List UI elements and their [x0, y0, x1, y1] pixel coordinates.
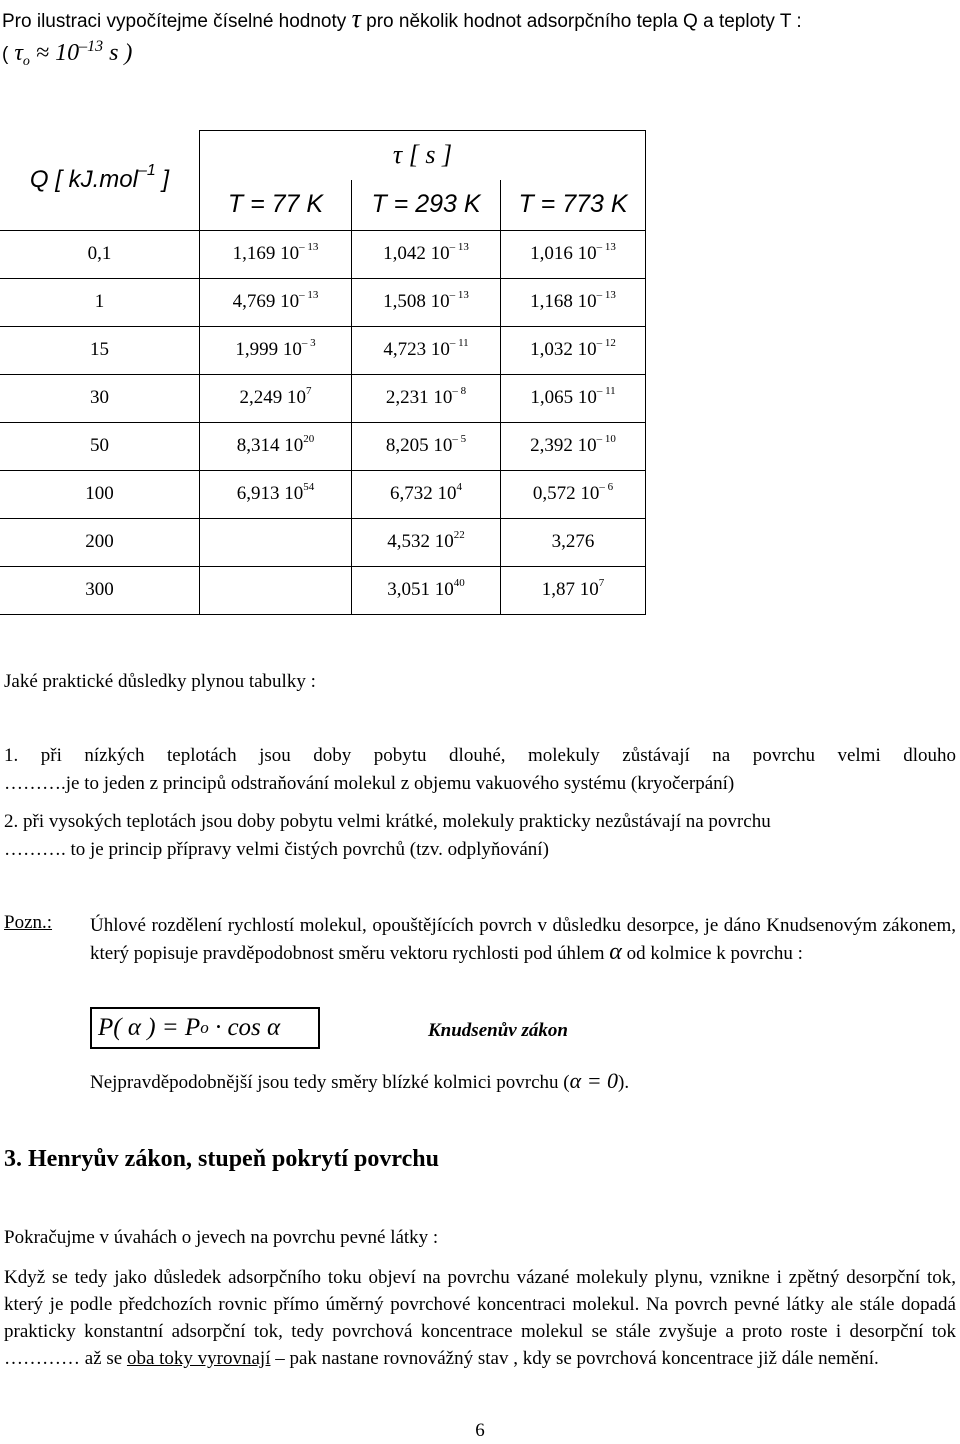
tau-value-cell: 2,249 $10^7$ — [200, 374, 352, 422]
q-value-cell: 200 — [0, 518, 200, 566]
section-intro: Pokračujme v úvahách o jevech na povrchu pevné látky : — [4, 1227, 439, 1248]
section-paragraph: Když se tedy jako důsledek adsorpčního toku objeví na povrchu vázané molekuly plynu, vznikne i zpětný desorpční tok, který je podle předchozích rovnic přímo úměrný povrchové koncentraci molekul. Na povrch pevné látky ale stále dopadá prakticky konstantní adsorpční tok, tedy povrchová koncentrace molekul se stále zvyšuje a proto roste i desorpční tok ………… až se oba toky vyrovnají – pak nastane rovnovážný stav , kdy se povrchová koncentrace již dále nemění. — [4, 1267, 956, 1369]
tau-value-cell: 4,532 $10^{22}$ — [352, 518, 501, 566]
consequence-item-1: 1. při nízkých teplotách jsou doby pobytu dlouhé, molekuly zůstávají na povrchu velmi dlouho ……….je to jeden z principů odstraňování molekul z objemu vakuového systému (kryočerpání) — [4, 745, 956, 794]
tau-value-cell: 1,169 $10^{- 13}$ — [200, 230, 352, 278]
q-value-cell: 1 — [0, 278, 200, 326]
tau-value-cell: 0,572 $10^{- 6}$ — [501, 470, 646, 518]
table-row — [0, 518, 646, 566]
knudsen-law-label: Knudsenův zákon — [428, 1020, 568, 1041]
table-row — [0, 230, 646, 278]
temp-header-77: T = 77 K — [200, 180, 352, 230]
table-row — [0, 326, 646, 374]
intro-text-tail: pro několik hodnot adsorpčního tepla Q a teploty T : — [366, 11, 802, 32]
table-row — [0, 374, 646, 422]
intro-text: Pro ilustraci vypočítejme číselné hodnoty — [2, 11, 347, 32]
knudsen-formula: P( α ) = P o · cos α — [90, 1007, 320, 1049]
tau-value-cell: 6,732 $10^4$ — [352, 470, 501, 518]
tau-value-cell: 1,016 $10^{- 13}$ — [501, 230, 646, 278]
residence-time-table — [0, 130, 646, 615]
intro-line-1 — [2, 4, 802, 34]
tau-value-cell — [200, 566, 352, 614]
tau-value-cell: 2,231 $10^{- 8}$ — [352, 374, 501, 422]
tau-value-cell: 1,168 $10^{- 13}$ — [501, 278, 646, 326]
tau-value-cell: 3,276 — [501, 518, 646, 566]
tau-value-cell: 8,205 $10^{- 5}$ — [352, 422, 501, 470]
tau-value-cell — [200, 518, 352, 566]
tau-value-cell: 1,065 $10^{- 11}$ — [501, 374, 646, 422]
q-value-cell: 300 — [0, 566, 200, 614]
table-body — [0, 230, 646, 614]
tau-value-cell: 1,032 $10^{- 12}$ — [501, 326, 646, 374]
tau-value-cell: 6,913 $10^{54}$ — [200, 470, 352, 518]
intro-line-2: ( $\tau_o \approx 10^{-13}$ s ) — [2, 38, 133, 69]
q-value-cell: 50 — [0, 422, 200, 470]
temp-header-773: T = 773 K — [501, 180, 646, 230]
tau-value-cell: 8,314 $10^{20}$ — [200, 422, 352, 470]
tau-symbol: τ — [351, 4, 361, 33]
tau-value-cell: 1,87 $10^7$ — [501, 566, 646, 614]
table-row — [0, 278, 646, 326]
tau-value-cell: 3,051 $10^{40}$ — [352, 566, 501, 614]
consequences-question: Jaké praktické důsledky plynou tabulky : — [4, 671, 316, 692]
tau-value-cell: 1,508 $10^{- 13}$ — [352, 278, 501, 326]
q-value-cell: 30 — [0, 374, 200, 422]
note-label: Pozn.: — [4, 912, 53, 933]
temp-header-293: T = 293 K — [352, 180, 501, 230]
section-heading: 3. Henryův zákon, stupeň pokrytí povrchu — [4, 1146, 439, 1172]
tau-header: τ [ s ] — [200, 131, 646, 180]
q-value-cell: 100 — [0, 470, 200, 518]
page-number: 6 — [475, 1420, 485, 1441]
consequence-item-2: 2. při vysokých teplotách jsou doby pobytu velmi krátké, molekuly prakticky nezůstávají na povrchu ………. to je princip přípravy velmi čistých povrchů (tzv. odplyňování) — [4, 811, 771, 860]
tau-value-cell: 1,042 $10^{- 13}$ — [352, 230, 501, 278]
tau-value-cell: 1,999 $10^{- 3}$ — [200, 326, 352, 374]
approx-value: ≈ 10 — [35, 40, 80, 66]
table-row — [0, 422, 646, 470]
note-text: Úhlové rozdělení rychlostí molekul, opouštějících povrch v důsledku desorpce, je dáno Knudsenovým zákonem, který popisuje pravděpodobnost směru vektoru rychlosti pod úhlem α od kolmice k povrchu : — [90, 915, 956, 965]
q-column-header: Q [ kJ.mol$^{-1}$ ] — [0, 131, 200, 231]
table-row — [0, 566, 646, 614]
probability-sentence: Nejpravděpodobnější jsou tedy směry blízké kolmici povrchu (α = 0). — [90, 1068, 630, 1093]
q-value-cell: 15 — [0, 326, 200, 374]
q-value-cell: 0,1 — [0, 230, 200, 278]
tau-value-cell: 4,723 $10^{- 11}$ — [352, 326, 501, 374]
tau-value-cell: 4,769 $10^{- 13}$ — [200, 278, 352, 326]
tau-value-cell: 2,392 $10^{- 10}$ — [501, 422, 646, 470]
table-row — [0, 470, 646, 518]
